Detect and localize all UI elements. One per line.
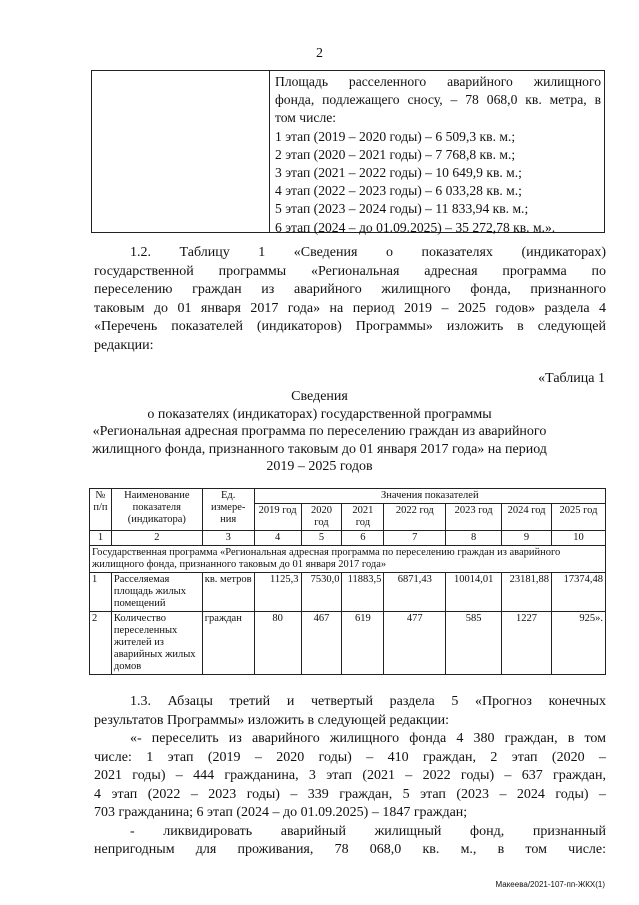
table-row	[90, 612, 606, 675]
year-header: 2019 год	[254, 504, 301, 531]
column-number: 1	[90, 531, 112, 546]
text-line: редакции:	[94, 337, 154, 353]
text-line: фонда, подлежащего сносу, – 78 068,0 кв. метра, в	[275, 92, 601, 108]
row-value: 10014,01	[446, 573, 502, 612]
text-line: 2021 годы) – 444 гражданина, 3 этап (2021 – 2022 годы) – 637 граждан,	[94, 768, 606, 783]
row-unit: кв. метров	[202, 573, 254, 612]
text-line: «- переселить из аварийного жилищного фонда 4 380 граждан, в том	[130, 731, 606, 746]
row-value: 6871,43	[384, 573, 446, 612]
row-number: 2	[90, 612, 112, 675]
row-value: 925».	[552, 612, 606, 675]
row-value: 80	[254, 612, 301, 675]
text-line: числе: 1 этап (2019 – 2020 годы) – 410 граждан, 2 этап (2020 –	[94, 749, 606, 765]
text-line: государственной программы «Региональная адресная программа по	[94, 263, 606, 279]
year-header: 2021 год	[342, 504, 384, 531]
table-caption	[80, 388, 559, 476]
text-line: переселению граждан из аварийного жилищного фонда, признанного	[94, 282, 606, 297]
header-values: Значения показателей	[254, 489, 605, 504]
column-number: 10	[552, 531, 606, 546]
column-number: 5	[301, 531, 342, 546]
row-value: 585	[446, 612, 502, 675]
stage-line: 3 этап (2021 – 2022 годы) – 10 649,9 кв. м.;	[275, 165, 522, 181]
year-header: 2023 год	[446, 504, 502, 531]
program-title: Государственная программа «Региональная адресная программа по переселению граждан из аварийного жилищного фонда, признанного таковым до 01 января 2017 года»	[90, 546, 606, 573]
row-value: 619	[342, 612, 384, 675]
row-unit: граждан	[202, 612, 254, 675]
header-name: Наименование показателя (индикатора)	[111, 489, 202, 531]
row-number: 1	[90, 573, 112, 612]
text-line: 1.2. Таблицу 1 «Сведения о показателях (индикаторах)	[130, 245, 606, 260]
column-number: 3	[202, 531, 254, 546]
column-number: 6	[342, 531, 384, 546]
table-row	[90, 573, 606, 612]
row-value: 477	[384, 612, 446, 675]
year-header: 2022 год	[384, 504, 446, 531]
header-num: № п/п	[90, 489, 112, 531]
text-line: Площадь расселенного аварийного жилищного	[275, 74, 601, 89]
row-value: 17374,48	[552, 573, 606, 612]
row-value: 1227	[502, 612, 552, 675]
table-header-row	[90, 489, 606, 504]
area-summary-cell	[275, 73, 601, 237]
year-header: 2020 год	[301, 504, 342, 531]
text-line: «Перечень показателей (индикаторов) Программы» изложить в следующей	[94, 319, 606, 334]
caption-line: о показателях (индикаторах) государственной программы	[147, 406, 492, 422]
column-number-row	[90, 531, 606, 546]
caption-line: «Региональная адресная программа по переселению граждан из аварийного	[92, 424, 547, 440]
text-line: - ликвидировать аварийный жилищный фонд, признанный	[130, 823, 606, 839]
row-value: 7530,0	[301, 573, 342, 612]
text-line: 703 гражданина; 6 этап (2024 – до 01.09.2025) – 1847 граждан;	[94, 805, 468, 820]
program-row	[90, 546, 606, 573]
column-number: 7	[384, 531, 446, 546]
caption-line: 2019 – 2025 годов	[266, 459, 373, 475]
column-number: 8	[446, 531, 502, 546]
column-number: 4	[254, 531, 301, 546]
stage-line: 1 этап (2019 – 2020 годы) – 6 509,3 кв. м.;	[275, 128, 516, 144]
caption-line: Сведения	[291, 389, 348, 404]
row-value: 23181,88	[502, 573, 552, 612]
text-line: 4 этап (2022 – 2023 годы) – 339 граждан, 5 этап (2023 – 2024 годы) –	[94, 786, 606, 802]
row-indicator-name: Количество переселенных жителей из аварийных жилых домов	[111, 612, 202, 675]
text-line: результатов Программы» изложить в следующей редакции:	[94, 712, 449, 728]
row-value: 11883,5	[342, 573, 384, 612]
text-line: 1.3. Абзацы третий и четвертый раздела 5 «Прогноз конечных	[130, 694, 606, 709]
year-header: 2025 год	[552, 504, 606, 531]
table-label: «Таблица 1	[538, 371, 605, 386]
column-number: 9	[502, 531, 552, 546]
year-header: 2024 год	[502, 504, 552, 531]
table-divider	[269, 71, 270, 232]
stage-line: 4 этап (2022 – 2023 годы) – 6 033,28 кв. м.;	[275, 183, 522, 199]
header-unit: Ед. измере-ния	[202, 489, 254, 531]
text-line: том числе:	[275, 110, 337, 126]
indicators-table	[89, 488, 606, 675]
row-value: 1125,3	[254, 573, 301, 612]
text-line: таковым до 01 января 2017 года» на период 2019 – 2025 годов» раздела 4	[94, 300, 606, 316]
column-number: 2	[111, 531, 202, 546]
stage-line: 5 этап (2023 – 2024 годы) – 11 833,94 кв. м.;	[275, 201, 529, 217]
section-1-3-paragraph	[94, 693, 606, 860]
text-line: непригодным для проживания, 78 068,0 кв. м., в том числе:	[94, 842, 606, 857]
page-number: 2	[316, 46, 323, 61]
row-value: 467	[301, 612, 342, 675]
stage-line: 6 этап (2024 – до 01.09.2025) – 35 272,78 кв. м.».	[275, 219, 556, 235]
document-footer: Макеева/2021-107-пп-ЖКХ(1)	[495, 880, 605, 889]
row-indicator-name: Расселяемая площадь жилых помещений	[111, 573, 202, 612]
stage-line: 2 этап (2020 – 2021 годы) – 7 768,8 кв. м.;	[275, 146, 516, 162]
area-summary-table	[91, 70, 605, 233]
caption-line: жилищного фонда, признанного таковым до 01 января 2017 года» на период	[92, 441, 547, 457]
section-1-2-paragraph	[94, 244, 606, 355]
